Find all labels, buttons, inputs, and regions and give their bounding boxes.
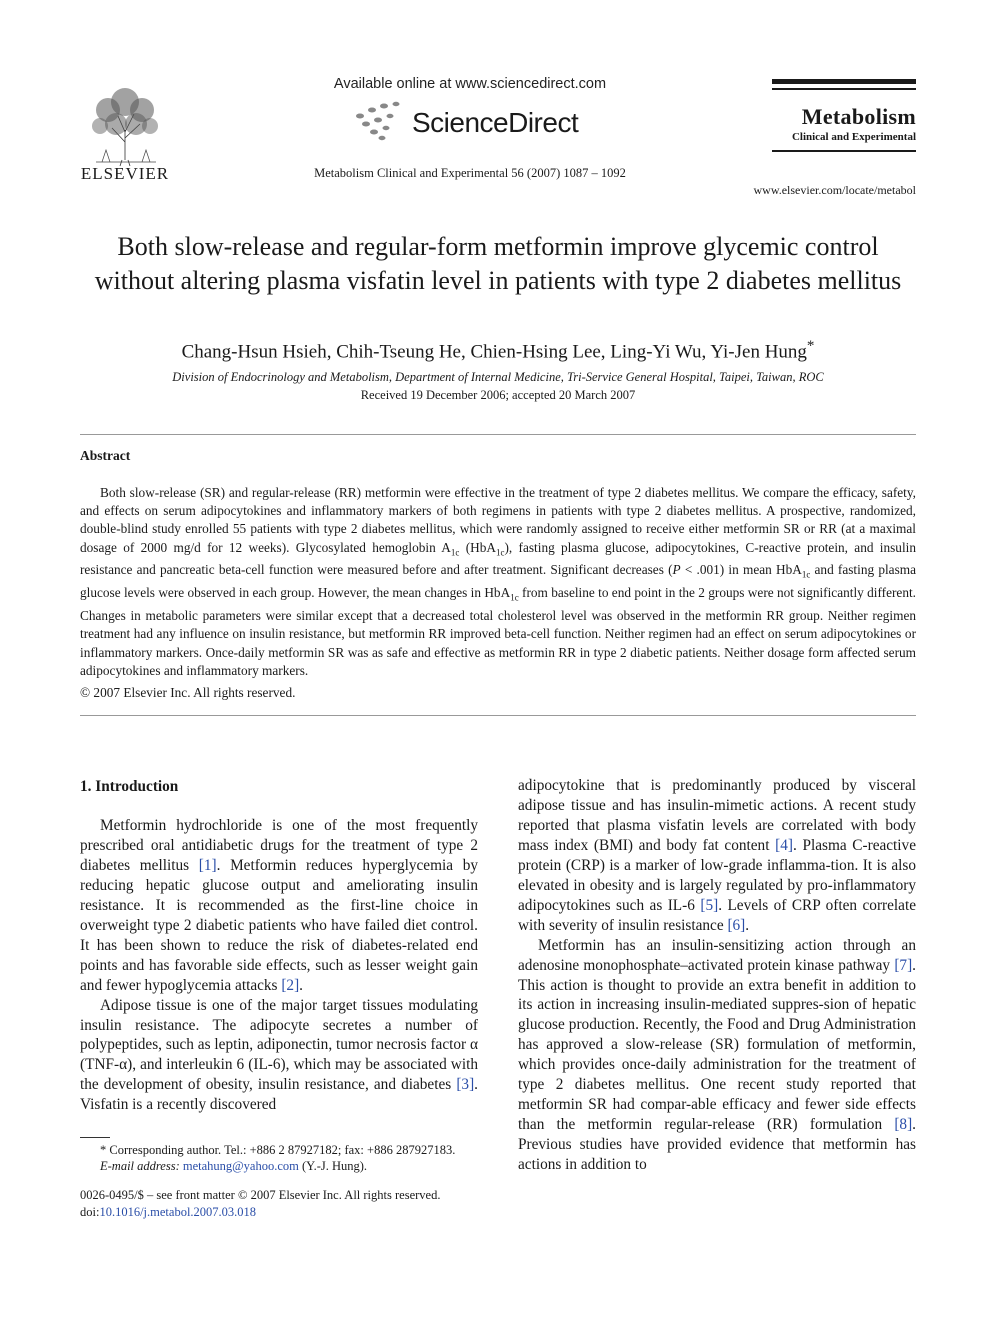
intro-paragraph-2-continued: adipocytokine that is predominantly produced by visceral adipose tissue and has insulin-mimetic actions. A recent study reported that plasma visfatin levels are correlated with body mass index (BMI) and body fat content [4]. Plasma C-reactive protein (CRP) is a marker of low-grade inflamma-tion. It is also elevated in obesity and is largely regulated by pro-inflammatory adipocytokines such as IL-6 [5]. Levels of CRP often correlate with severity of insulin resistance [6]. [518, 777, 917, 934]
section-heading-introduction: 1. Introduction [80, 778, 179, 795]
abstract-copyright: © 2007 Elsevier Inc. All rights reserved. [80, 685, 296, 700]
journal-subtitle: Clinical and Experimental [791, 131, 916, 143]
email-link[interactable]: metahung@yahoo.com [182, 1159, 299, 1173]
elsevier-logo [78, 80, 172, 184]
intro-paragraph-1: Metformin hydrochloride is one of the most frequently prescribed oral antidiabetic drugs for the treatment of type 2 diabetes mellitus [1]. Metformin reduces hyperglycemia by reducing hepatic glucose output and ameliorating insulin resistance. It is recommended as the first-line choice in overweight type 2 diabetic patients who have failed diet control. It has been shown to reduce the risk of diabetes-related end points and has favorable side effects, such as lesser weight gain and fewer hypoglycemia attacks [2]. [80, 817, 478, 994]
received-dates: Received 19 December 2006; accepted 20 March 2007 [360, 388, 636, 402]
intro-paragraph-3: Metformin has an insulin-sensitizing action through an adenosine monophosphate–activated protein kinase pathway [7]. This action is thought to provide an extra benefit in addition to its action in increasing insulin-mediated suppres-sion of hepatic glucose production. Recently, the Food and Drug Administration has approved a slow-release (SR) formulation of metformin, which provides once-daily administration for the treatment of type 2 diabetes mellitus. One recent study reported that metformin SR had compar-able efficacy and fewer side effects than the metformin regular-release (RR) formulation [8]. Previous studies have provided evidence that metformin has actions in addition to [518, 936, 916, 1174]
elsevier-wordmark: ELSEVIER [80, 164, 170, 183]
footnote-corresponding-author: * Corresponding author. Tel.: +886 2 87927182; fax: +886 287927183. [100, 1143, 456, 1157]
divider-top [80, 434, 916, 435]
citation-link-6[interactable]: [6] [727, 916, 746, 934]
journal-rule-bottom [772, 150, 916, 152]
citation-link-4[interactable]: [4] [775, 836, 793, 854]
journal-rule-thin [772, 88, 916, 90]
issn-line: 0026-0495/$ – see front matter © 2007 Elsevier Inc. All rights reserved. [80, 1188, 441, 1202]
doi-label: doi: [80, 1205, 100, 1219]
footnote-rule [80, 1137, 110, 1138]
front-matter [80, 1187, 440, 1221]
intro-paragraph-2: Adipose tissue is one of the major target tissues modulating insulin resistance. The adipocyte secretes a number of polypeptides, such as leptin, adiponectin, tumor necrosis factor α (TNF-α), and interleukin 6 (IL-6), which may be associated with the development of obesity, insulin resistance, and diabetes [3]. Visfatin is a recently discovered [80, 996, 478, 1114]
sciencedirect-dots-icon [352, 98, 412, 144]
email-label: E-mail address: [100, 1159, 180, 1173]
affiliation: Division of Endocrinology and Metabolism, Department of Internal Medicine, Tri-Service General Hospital, Taipei, Taiwan, ROC [172, 370, 824, 384]
corresponding-author-mark[interactable]: * [806, 338, 815, 354]
journal-url[interactable]: www.elsevier.com/locate/metabol [753, 183, 916, 197]
corresponding-author-contact: Corresponding author. Tel.: +886 2 87927182; fax: +886 287927183. [109, 1143, 456, 1157]
journal-name: Metabolism [801, 104, 916, 129]
body-column-right [518, 776, 916, 1175]
footnote-email [80, 1158, 478, 1174]
available-online-text: Available online at www.sciencedirect.com [333, 76, 607, 92]
citation-link-2[interactable]: [2] [281, 976, 300, 994]
citation-link-5[interactable]: [5] [700, 896, 719, 914]
author-names: Chang-Hsun Hsieh, Chih-Tseung He, Chien-Hsing Lee, Ling-Yi Wu, Yi-Jen Hung [181, 341, 807, 363]
doi-link[interactable]: 10.1016/j.metabol.2007.03.018 [99, 1205, 257, 1219]
citation-link-1[interactable]: [1] [198, 856, 217, 874]
email-suffix: (Y.-J. Hung). [302, 1159, 368, 1173]
doi-line [80, 1204, 440, 1221]
citation-link-7[interactable]: [7] [894, 956, 913, 974]
article-title: Both slow-release and regular-form metformin improve glycemic control without altering plasma visfatin level in patients with type 2 diabetes mellitus [94, 232, 902, 295]
citation-link-3[interactable]: [3] [456, 1076, 475, 1094]
citation-link-8[interactable]: [8] [894, 1116, 913, 1134]
body-column-left [80, 816, 478, 1115]
divider-bottom [80, 715, 916, 716]
journal-citation: Metabolism Clinical and Experimental 56 (2007) 1087 – 1092 [314, 166, 626, 180]
author-list [80, 338, 916, 363]
abstract-heading: Abstract [80, 448, 131, 463]
abstract-body: Both slow-release (SR) and regular-release (RR) metformin were effective in the treatment of type 2 diabetes mellitus. We compare the efficacy, safety, and effects on serum adipocytokines and inflammatory markers of both regimens in patients with type 2 diabetes mellitus. A prospective, randomized, double-blind study enrolled 55 patients with type 2 diabetes mellitus, which were randomly assigned to receive either metformin SR or RR (at a maximal dosage of 2000 mg/d for 12 weeks). Glycosylated hemoglobin $A_{1c}$ (HbA$_{1c}$), fasting plasma glucose, adipocytokines, C-reactive protein, and insulin resistance and pancreatic beta-cell function were measured before and after treatment. Significant decreases (P < .001) in mean HbA$_{1c}$ and fasting plasma glucose levels were observed in each group. However, the mean changes in HbA$_{1c}$ from baseline to end point in the 2 groups were not significantly different. Changes in metabolic parameters were similar except that a decreased total cholesterol level was observed in the metformin RR group. Neither regimen treatment had any influence on insulin resistance, but metformin RR improved beta-cell function. Neither regimen had an effect on serum adipocytokines or inflammatory markers. Once-daily metformin SR was as safe and effective as metformin RR in type 2 diabetic patients. Neither dosage form affected serum adipocytokines and inflammatory markers. [80, 485, 916, 678]
sciencedirect-wordmark: ScienceDirect [412, 107, 579, 138]
journal-rule-thick [772, 79, 916, 84]
